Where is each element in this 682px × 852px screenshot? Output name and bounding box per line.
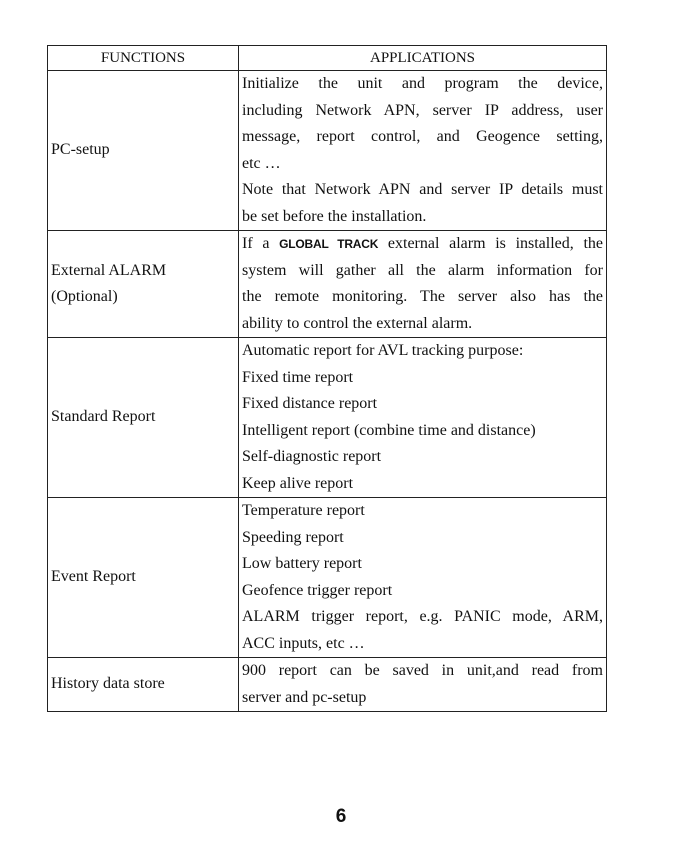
- app-line: Geofence trigger report: [242, 581, 393, 599]
- function-name-line: (Optional): [51, 288, 118, 305]
- app-line: Fixed time report: [242, 368, 354, 386]
- app-line: Speeding report: [242, 528, 344, 546]
- functions-table: [47, 45, 607, 712]
- application-text: [239, 658, 607, 712]
- app-line: including Network APN, server IP address, user: [242, 101, 603, 119]
- app-line-suffix: external alarm is installed, the: [387, 235, 604, 252]
- app-line: Keep alive report: [242, 474, 354, 492]
- app-line: server and pc-setup: [242, 688, 367, 706]
- app-line: ALARM trigger report, e.g. PANIC mode, ARM,: [242, 608, 603, 625]
- function-name: PC-setup: [48, 71, 239, 231]
- table-row: [48, 231, 607, 338]
- app-line: Temperature report: [242, 502, 365, 519]
- header-applications: APPLICATIONS: [239, 46, 607, 71]
- app-line: Fixed distance report: [242, 395, 378, 412]
- app-line-prefix: If a: [242, 235, 270, 252]
- function-name: History data store: [48, 658, 239, 712]
- table-row: [48, 658, 607, 712]
- application-text: [239, 338, 607, 498]
- table-row: [48, 71, 607, 231]
- function-name: Standard Report: [48, 338, 239, 498]
- app-line: etc …: [242, 154, 281, 172]
- app-line: message, report control, and Geogence setting,: [242, 128, 603, 145]
- application-text: [239, 498, 607, 658]
- app-line: ACC inputs, etc …: [242, 634, 365, 652]
- table-header-row: [48, 46, 607, 71]
- app-line: Note that Network APN and server IP details must: [242, 181, 603, 198]
- header-functions: FUNCTIONS: [48, 46, 239, 71]
- app-line: Low battery report: [242, 555, 362, 572]
- table-row: [48, 338, 607, 498]
- app-line: [242, 231, 603, 258]
- app-line: 900 report can be saved in unit,and read from: [242, 662, 603, 679]
- page-number: 6: [335, 806, 347, 827]
- app-line: Initialize the unit and program the device,: [242, 75, 603, 92]
- app-line: ability to control the external alarm.: [242, 314, 473, 332]
- app-line: Automatic report for AVL tracking purpose:: [242, 342, 524, 359]
- table-row: [48, 498, 607, 658]
- app-line: Self-diagnostic report: [242, 448, 382, 465]
- app-line: be set before the installation.: [242, 207, 427, 225]
- brand-name: GLOBAL TRACK: [279, 237, 379, 251]
- app-line: Intelligent report (combine time and distance): [242, 421, 536, 439]
- application-text: [239, 71, 607, 231]
- app-line: system will gather all the alarm information for: [242, 261, 603, 279]
- function-name-line: External ALARM: [51, 261, 167, 279]
- function-name: Event Report: [48, 498, 239, 658]
- function-name: [48, 231, 239, 338]
- app-line: the remote monitoring. The server also has the: [242, 288, 603, 305]
- application-text: [239, 231, 607, 338]
